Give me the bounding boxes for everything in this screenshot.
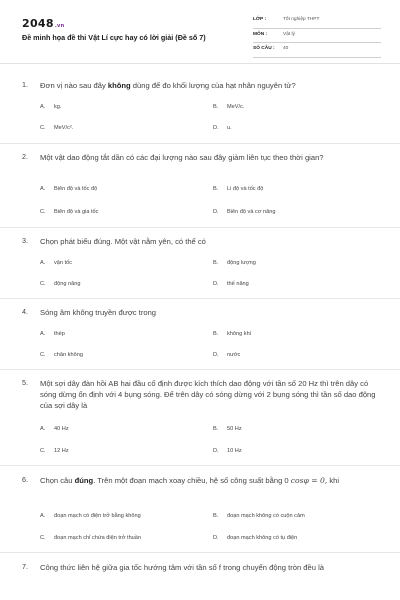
question-number: 2. [22,152,28,161]
document-title: Đề minh họa đề thi Vật Lí cực hay có lời giải (Đề số 7) [22,33,206,42]
meta-value: Tốt nghiệp THPT [283,17,320,22]
site-logo[interactable] [22,17,64,30]
question-separator [0,369,400,370]
question-number: 7. [22,562,28,571]
question-separator [0,143,400,144]
meta-key: SỐ CÂU : [253,46,275,51]
question-number: 4. [22,307,28,316]
emphasis: đúng [74,476,94,485]
question-separator [0,552,400,553]
question-text: Một vật dao động tắt dần có các đại lượng nào sau đây giảm liên tục theo thời gian? [40,153,324,162]
question-number: 3. [22,236,28,245]
question-separator [0,298,400,299]
document-header [0,0,400,62]
logo-suffix: .vn [54,23,65,29]
emphasis: không [107,81,131,90]
meta-row-class [253,14,381,29]
question-number: 6. [22,475,28,484]
logo-text: 2048 [22,17,54,30]
question-text: Sóng âm không truyền được trong [40,308,157,317]
meta-key: MÔN : [253,31,268,37]
formula: cosφ = 0, [290,476,328,485]
meta-table [253,14,381,58]
question-separator [0,465,400,466]
meta-key: LỚP : [253,17,267,22]
meta-row-count [253,43,381,58]
meta-row-subject [253,29,381,44]
question-text: Một sợi dây đàn hồi AB hai đầu cố định được kích thích dao động với tần số 20 Hz thì trên dây có sóng dừng ổn định với 4 bụng sóng. Để trên dây có sóng dừng với 2 bụng sóng thì tần số dao động của sợi dây là [40,379,376,410]
question-number: 1. [22,80,28,89]
header-divider [0,63,400,64]
question-text: Chọn câu đúng. Trên một đoạn mạch xoay chiều, hệ số công suất bằng 0 cosφ = 0, khi [40,476,340,485]
question-separator [0,227,400,228]
question-number: 5. [22,378,28,387]
meta-value: 40 [283,46,289,51]
meta-value: Vật lý [283,31,295,37]
question-text: Chọn phát biểu đúng. Một vật nằm yên, có thể có [40,237,206,246]
question-text: Công thức liên hệ giữa gia tốc hướng tâm với tần số f trong chuyển động tròn đều là [40,563,324,572]
question-text: Đơn vị nào sau đây không dùng để đo khối lượng của hạt nhân nguyên tử? [40,81,296,90]
